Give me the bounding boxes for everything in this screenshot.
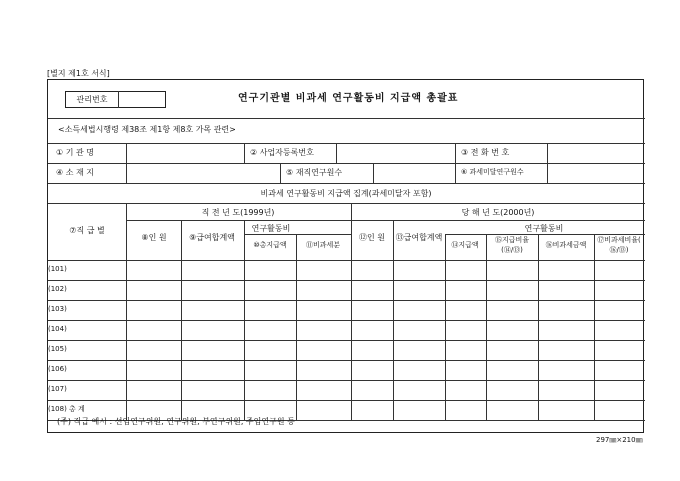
curr-nontax-amt-header: ⑯비과세금액 <box>545 241 587 249</box>
table-row: (101) <box>48 265 67 273</box>
curr-year-header: 당 해 년 도(2000년) <box>461 208 535 217</box>
prev-salary-header: ⑨급여합계액 <box>189 233 235 242</box>
note: (주) 직급 예시 : 선임연구위원, 연구위원, 부연구위원, 주임연구원 등 <box>57 417 295 426</box>
table-row: (104) <box>48 325 67 333</box>
curr-ratio-a-sub: (⑭/⑬) <box>501 246 523 254</box>
page-title: 연구기관별 비과세 연구활동비 지급액 총괄표 <box>238 93 459 104</box>
curr-paid-header: ⑭지급액 <box>451 241 479 249</box>
curr-ratio-a-header: ⑮지급비율 <box>494 236 530 244</box>
total-row: (108) 총 계 <box>48 405 85 413</box>
prev-nontax-header: ⑪비과세분 <box>305 241 341 249</box>
table-row: (106) <box>48 365 67 373</box>
table-row: (105) <box>48 345 67 353</box>
researchers-label: ⑤ 재직연구원수 <box>286 168 343 177</box>
curr-salary-header: ⑬급여합계액 <box>395 233 443 242</box>
curr-ratio-b-sub: ⑯/⑬) <box>609 246 629 254</box>
prev-total-paid-header: ⑩총지급액 <box>253 241 287 249</box>
form-label: [별지 제1호 서식] <box>47 69 110 78</box>
prev-year-header: 직 전 년 도(1999년) <box>201 208 275 217</box>
prev-research-cost-header: 연구활동비 <box>251 224 291 233</box>
table-row: (103) <box>48 305 67 313</box>
table-row: (107) <box>48 385 67 393</box>
table-row: (102) <box>48 285 67 293</box>
curr-persons-header: ⑫인 원 <box>359 233 385 242</box>
prev-persons-header: ⑧인 원 <box>141 233 167 242</box>
curr-ratio-b-header: ⑰비과세비율( <box>597 236 641 244</box>
institution-label: ① 기 관 명 <box>56 148 94 157</box>
paper-size: 297㎜×210㎜ <box>596 436 643 444</box>
biz-reg-label: ② 사업자등록번호 <box>250 148 314 157</box>
taxed-researchers-label: ⑥ 과세미달연구원수 <box>461 168 524 176</box>
form-frame <box>47 79 644 433</box>
job-grade-header: ⑦직 급 별 <box>69 226 105 235</box>
mgmt-no-label: 관리번호 <box>76 95 108 104</box>
summary-title: 비과세 연구활동비 지급액 집계(과세미달자 포함) <box>260 189 432 198</box>
phone-label: ③ 전 화 번 호 <box>461 148 510 157</box>
legal-basis: <소득세법시행령 제38조 제1항 제8호 가목 관련> <box>58 125 236 134</box>
address-label: ④ 소 재 지 <box>56 168 94 177</box>
curr-research-cost-header: 연구활동비 <box>524 224 564 233</box>
